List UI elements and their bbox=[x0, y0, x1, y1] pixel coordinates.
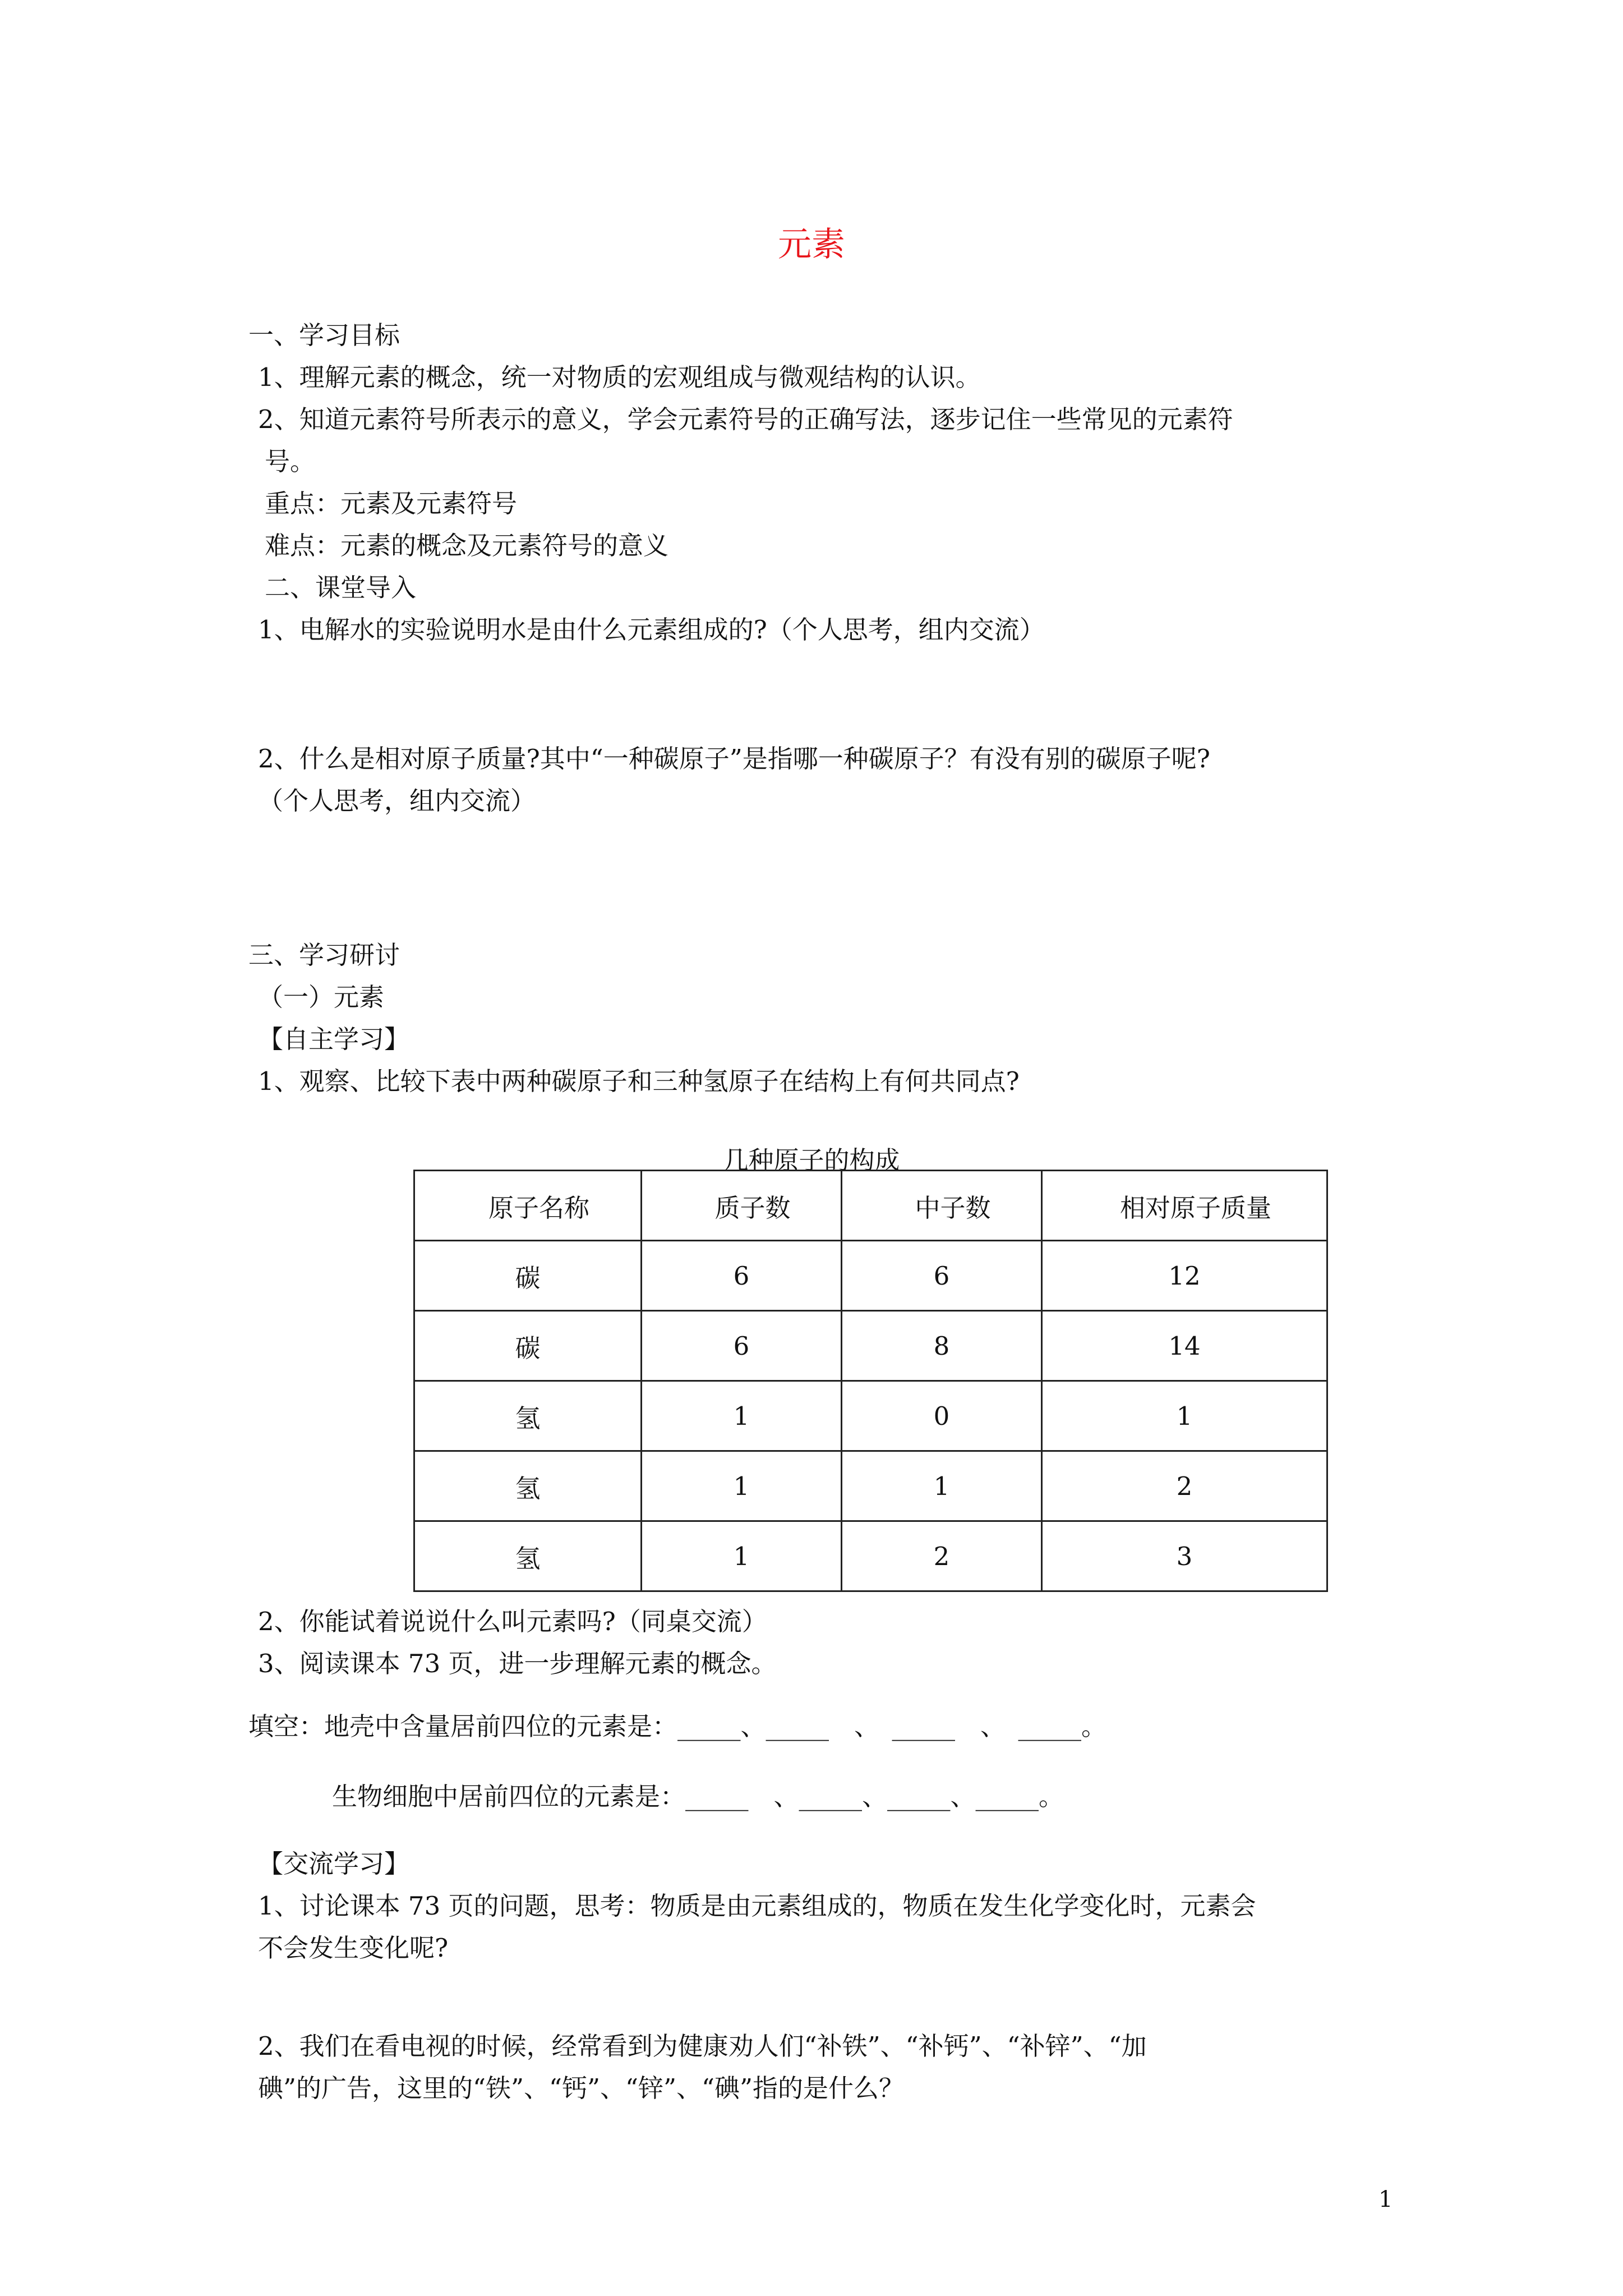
goal-item-2-cont: 号。 bbox=[265, 447, 316, 476]
self-study-question-1: 1、观察、比较下表中两种碳原子和三种氢原子在结构上有何共同点? bbox=[258, 1066, 1020, 1096]
table-row bbox=[414, 1311, 1327, 1381]
cell-atom-name: 氢 bbox=[414, 1381, 642, 1451]
table-row bbox=[414, 1381, 1327, 1451]
fill-blank-cells: 生物细胞中居前四位的元素是：_____ 、_____、_____、_____。 bbox=[332, 1782, 1064, 1811]
cell-neutrons: 1 bbox=[842, 1451, 1042, 1521]
header-protons: 质子数 bbox=[642, 1171, 842, 1241]
cell-atom-name: 碳 bbox=[414, 1241, 642, 1311]
subsection-elements: （一）元素 bbox=[258, 982, 385, 1012]
page-title: 元素 bbox=[778, 225, 845, 264]
cell-neutrons: 2 bbox=[842, 1521, 1042, 1591]
cell-protons: 1 bbox=[642, 1521, 842, 1591]
goal-item-2: 2、知道元素符号所表示的意义，学会元素符号的正确写法，逐步记住一些常见的元素符 bbox=[258, 404, 1233, 434]
cell-relative-mass: 12 bbox=[1042, 1241, 1327, 1311]
page-number: 1 bbox=[1378, 2187, 1393, 2212]
intro-question-1: 1、电解水的实验说明水是由什么元素组成的?（个人思考，组内交流） bbox=[258, 615, 1045, 645]
goal-item-1: 1、理解元素的概念，统一对物质的宏观组成与微观结构的认识。 bbox=[258, 362, 981, 392]
key-point: 重点：元素及元素符号 bbox=[265, 489, 518, 518]
fill-blank-crust: 填空：地壳中含量居前四位的元素是：_____、_____ 、 _____ 、 _____。 bbox=[248, 1711, 1107, 1741]
cell-protons: 1 bbox=[642, 1381, 842, 1451]
atom-composition-table bbox=[413, 1170, 1328, 1592]
table-header-row bbox=[414, 1171, 1327, 1241]
cell-relative-mass: 2 bbox=[1042, 1451, 1327, 1521]
self-study-heading: 【自主学习】 bbox=[258, 1024, 410, 1054]
cell-relative-mass: 1 bbox=[1042, 1381, 1327, 1451]
cell-relative-mass: 14 bbox=[1042, 1311, 1327, 1381]
table-row bbox=[414, 1521, 1327, 1591]
exchange-question-1-cont: 不会发生变化呢? bbox=[258, 1933, 449, 1963]
cell-protons: 6 bbox=[642, 1241, 842, 1311]
intro-question-2-cont: （个人思考，组内交流） bbox=[258, 786, 536, 816]
table-row bbox=[414, 1241, 1327, 1311]
section-heading-intro: 二、课堂导入 bbox=[265, 573, 417, 602]
header-relative-mass: 相对原子质量 bbox=[1042, 1171, 1327, 1241]
self-study-question-3: 3、阅读课本 73 页，进一步理解元素的概念。 bbox=[258, 1649, 777, 1678]
intro-question-2: 2、什么是相对原子质量?其中“一种碳原子”是指哪一种碳原子？有没有别的碳原子呢? bbox=[258, 744, 1210, 774]
header-neutrons: 中子数 bbox=[842, 1171, 1042, 1241]
cell-neutrons: 8 bbox=[842, 1311, 1042, 1381]
section-heading-goals: 一、学习目标 bbox=[248, 320, 400, 350]
cell-relative-mass: 3 bbox=[1042, 1521, 1327, 1591]
cell-atom-name: 碳 bbox=[414, 1311, 642, 1381]
cell-protons: 1 bbox=[642, 1451, 842, 1521]
exchange-question-1: 1、讨论课本 73 页的问题，思考：物质是由元素组成的，物质在发生化学变化时，元素会 bbox=[258, 1891, 1256, 1921]
exchange-question-2-cont: 碘”的广告，这里的“铁”、“钙”、“锌”、“碘”指的是什么？ bbox=[258, 2073, 905, 2103]
exchange-question-2: 2、我们在看电视的时候，经常看到为健康劝人们“补铁”、“补钙”、“补锌”、“加 bbox=[258, 2031, 1147, 2061]
table-caption: 几种原子的构成 bbox=[723, 1145, 900, 1175]
self-study-question-2: 2、你能试着说说什么叫元素吗?（同桌交流） bbox=[258, 1607, 767, 1636]
exchange-study-heading: 【交流学习】 bbox=[258, 1849, 410, 1879]
table-row bbox=[414, 1451, 1327, 1521]
cell-atom-name: 氢 bbox=[414, 1521, 642, 1591]
difficult-point: 难点：元素的概念及元素符号的意义 bbox=[265, 531, 669, 560]
cell-neutrons: 6 bbox=[842, 1241, 1042, 1311]
section-heading-study: 三、学习研讨 bbox=[248, 940, 400, 970]
cell-atom-name: 氢 bbox=[414, 1451, 642, 1521]
cell-protons: 6 bbox=[642, 1311, 842, 1381]
header-atom-name: 原子名称 bbox=[414, 1171, 642, 1241]
cell-neutrons: 0 bbox=[842, 1381, 1042, 1451]
